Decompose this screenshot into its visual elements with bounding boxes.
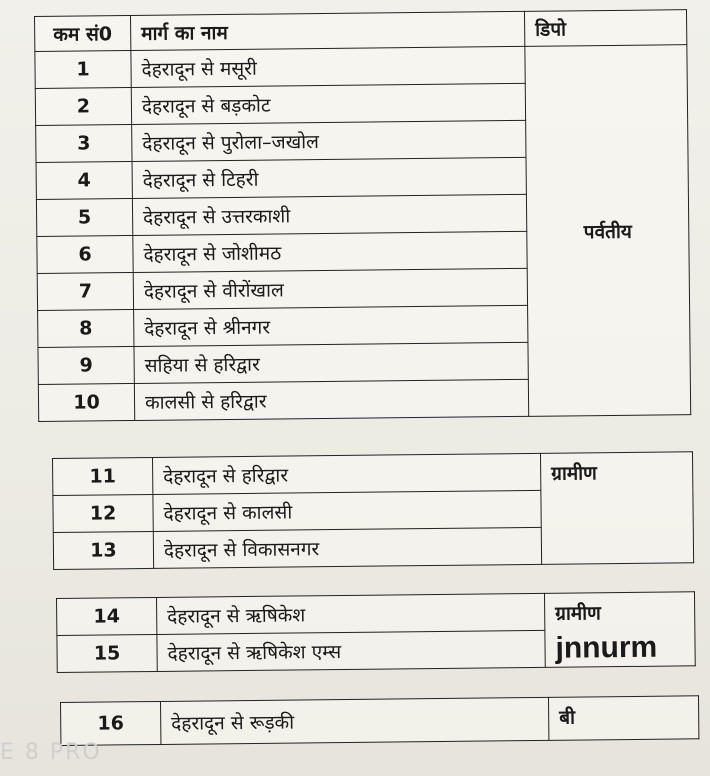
depot-cell <box>544 592 695 668</box>
route-name: देहरादून से विकासनगर <box>153 527 541 568</box>
route-name: कालसी से हरिद्वार <box>134 379 528 420</box>
row-number: 5 <box>36 198 132 236</box>
route-name: देहरादून से उत्तरकाशी <box>132 194 526 235</box>
row-number: 13 <box>53 531 153 569</box>
row-number: 3 <box>36 124 132 162</box>
route-name: देहरादून से हरिद्वार <box>152 453 540 494</box>
route-name: देहरादून से श्रीनगर <box>134 305 528 346</box>
routes-table-gramin <box>52 451 694 570</box>
route-name: देहरादून से टिहरी <box>132 157 526 198</box>
row-number: 4 <box>36 161 132 199</box>
row-number: 12 <box>53 494 153 532</box>
row-number: 9 <box>38 346 134 384</box>
table-row <box>53 452 693 496</box>
row-number: 11 <box>53 457 153 495</box>
row-number: 10 <box>38 383 134 421</box>
depot-cell: पर्वतीय <box>525 45 691 417</box>
route-name: देहरादून से जोशीमठ <box>133 231 527 272</box>
row-number: 16 <box>61 701 161 745</box>
route-name: देहरादून से पुरोला–जखोल <box>132 120 526 161</box>
row-number: 2 <box>35 87 131 125</box>
route-name: देहरादून से ऋषिकेश एम्स <box>157 630 545 671</box>
header-serial: कम सं0 <box>35 15 131 51</box>
camera-watermark: E 8 PRO <box>0 740 102 765</box>
route-name: देहरादून से कालसी <box>153 490 541 531</box>
route-name: देहरादून से मसूरी <box>131 46 525 87</box>
route-name: देहरादून से वीरोंखाल <box>133 268 527 309</box>
row-number: 15 <box>57 634 157 672</box>
depot-label: ग्रामीण <box>555 602 601 625</box>
row-number: 1 <box>35 50 131 88</box>
route-name: देहरादून से ऋषिकेश <box>156 593 544 634</box>
depot-cell: बी <box>548 696 698 741</box>
routes-table-b <box>60 695 699 746</box>
route-name: सहिया से हरिद्वार <box>134 342 528 383</box>
table-row <box>35 45 687 89</box>
row-number: 8 <box>38 309 134 347</box>
routes-table-gramin-jnnurm <box>56 591 696 673</box>
table-row <box>61 696 699 746</box>
row-number: 7 <box>37 272 133 310</box>
routes-table-parvatiya <box>34 9 691 422</box>
route-name: देहरादून से बड़कोट <box>131 83 525 124</box>
header-route: मार्ग का नाम <box>130 11 524 50</box>
row-number: 6 <box>37 235 133 273</box>
route-name: देहरादून से रूड़की <box>160 697 548 744</box>
depot-cell: ग्रामीण <box>540 452 693 565</box>
depot-sublabel: jnnurm <box>555 630 658 665</box>
row-number: 14 <box>57 597 157 635</box>
table-row <box>57 592 695 636</box>
header-depot: डिपो <box>524 10 686 47</box>
